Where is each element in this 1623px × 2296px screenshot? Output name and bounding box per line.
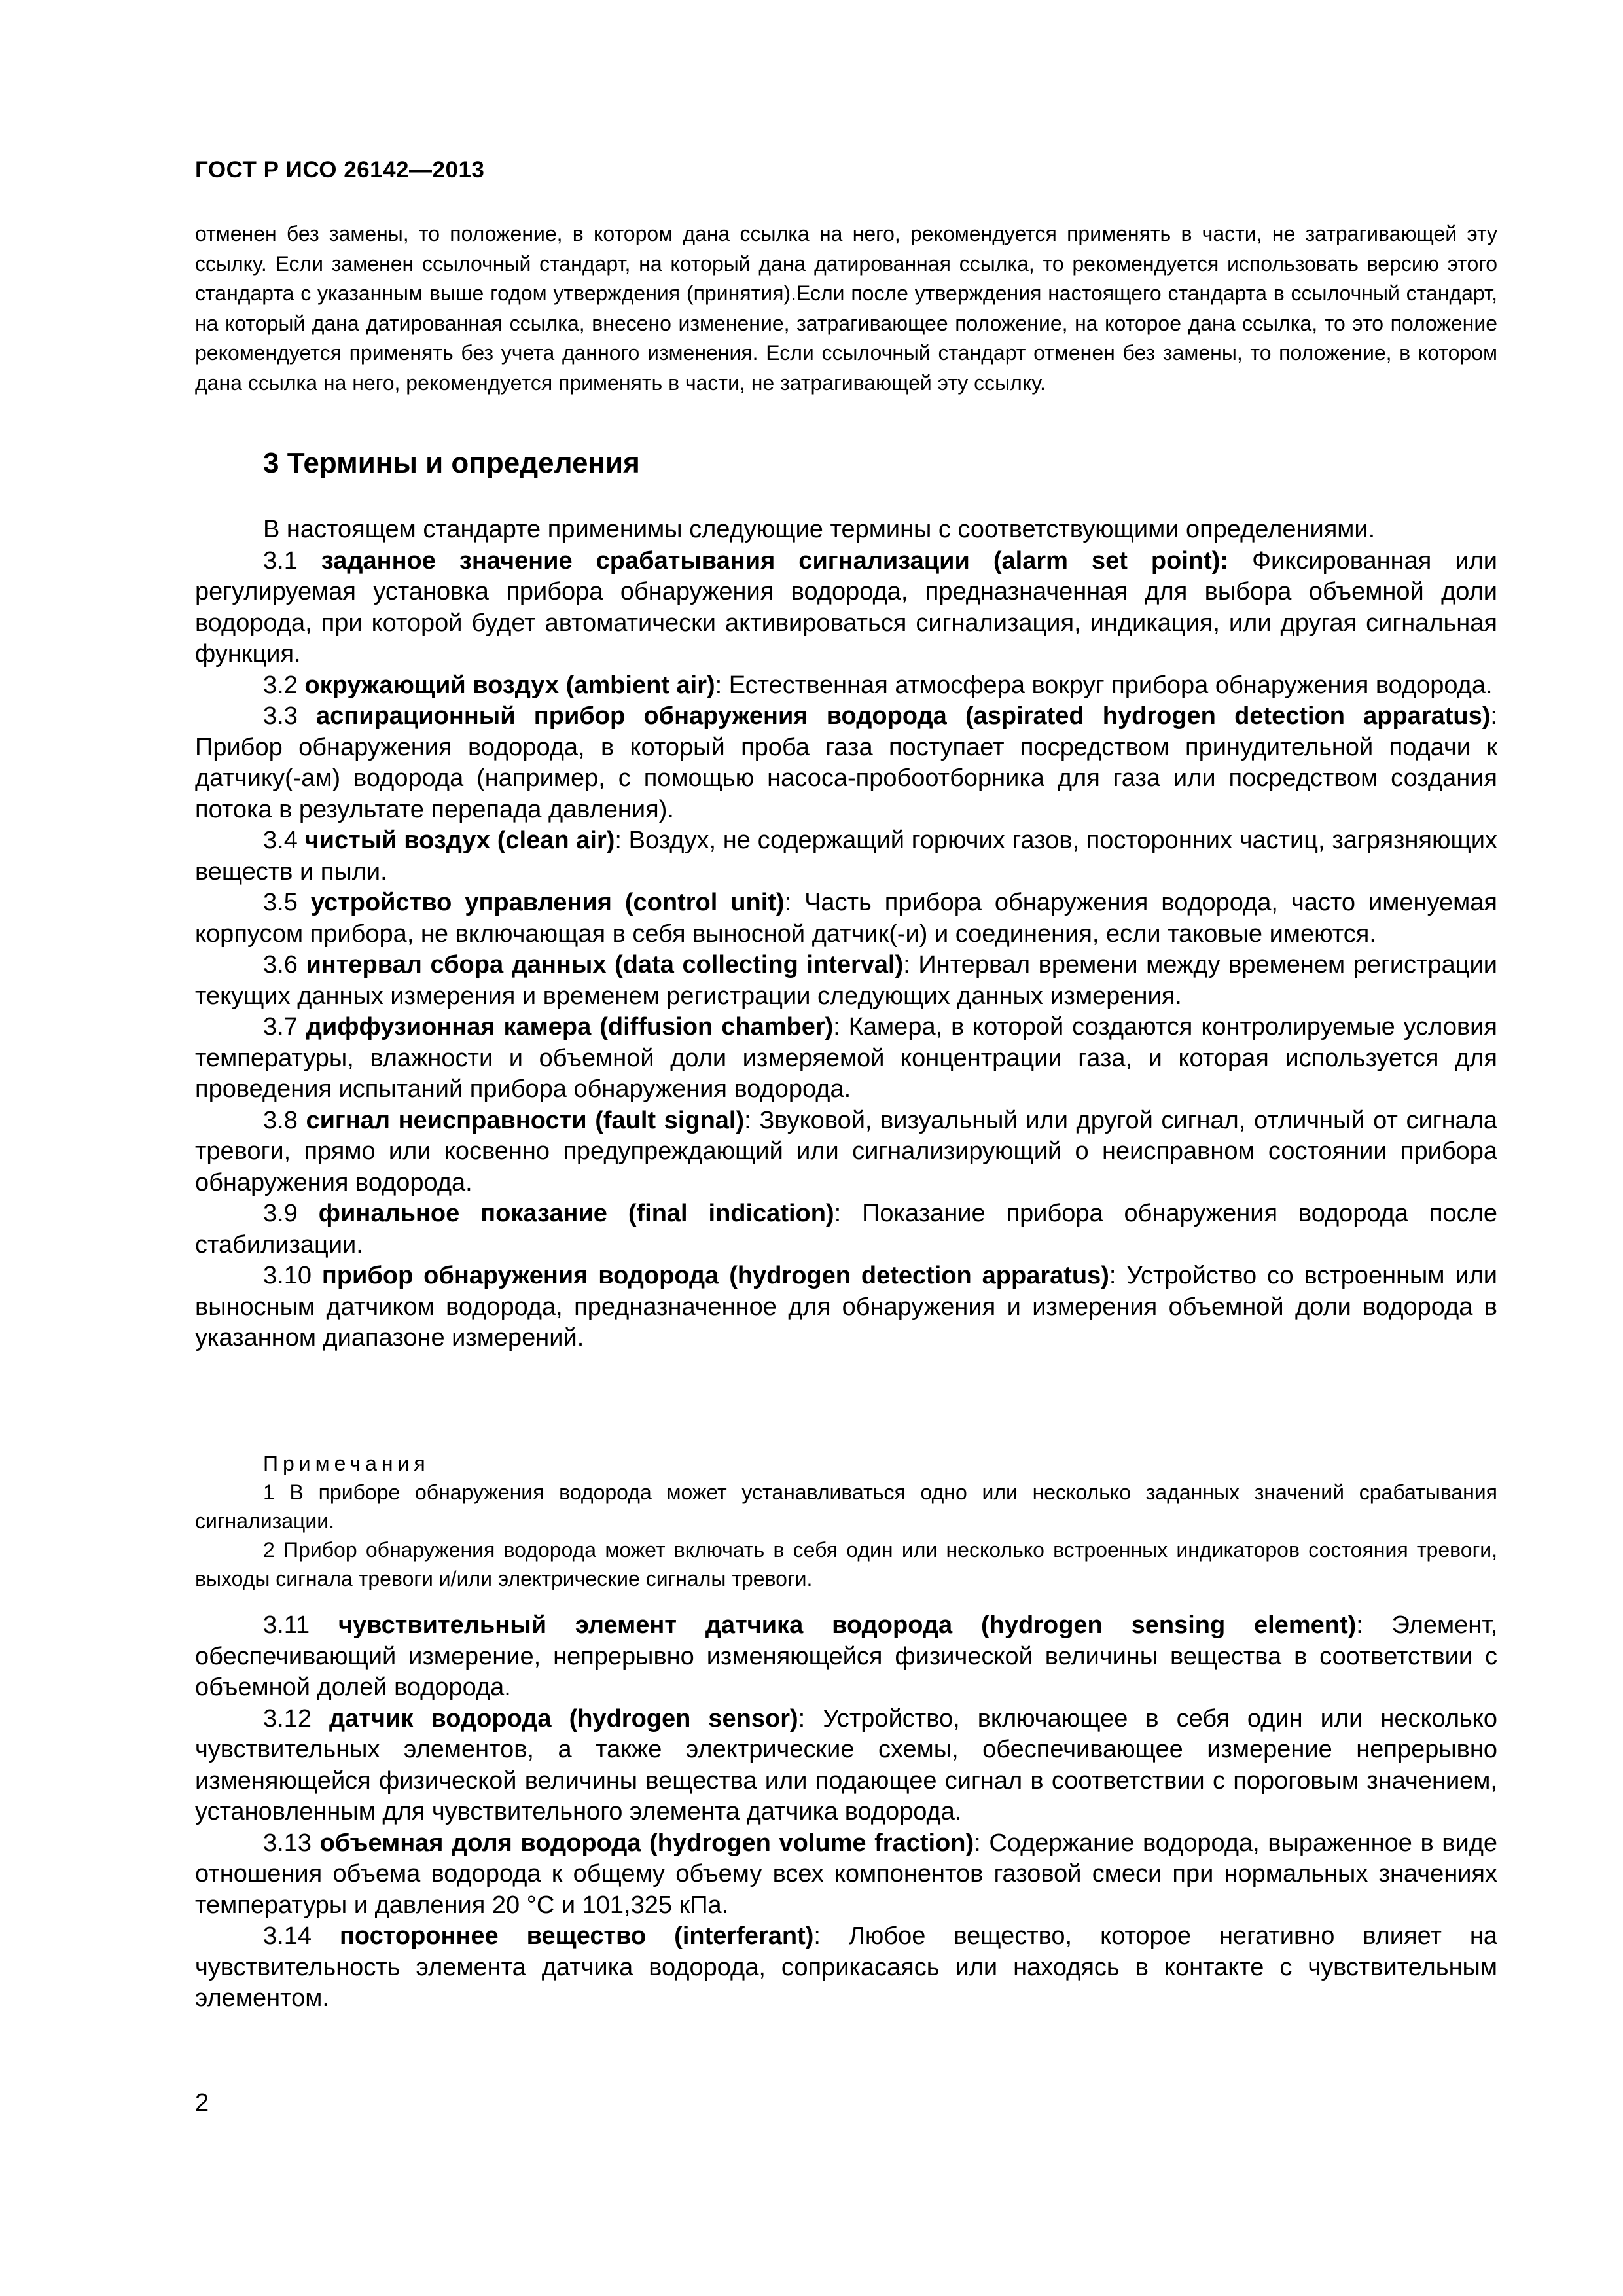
term-definition: : Естественная атмосфера вокруг прибора обнаружения водорода.	[715, 671, 1493, 699]
term-3-3	[195, 701, 1497, 825]
term-definition: : Любое вещество, которое негативно влияет на чувствительность элемента датчика водорода, соприкасаясь или находясь в контакте с чувствительным элементом.	[195, 1922, 1497, 2012]
term-definition: : Интервал времени между временем регистрации текущих данных измерения и временем регистрации следующих данных измерения.	[195, 951, 1497, 1010]
term-name: объемная доля водорода (hydrogen volume fraction)	[319, 1829, 974, 1857]
term-number: 3.4	[263, 827, 298, 854]
term-number: 3.7	[263, 1013, 298, 1041]
term-name: окружающий воздух (ambient air)	[304, 671, 715, 699]
term-definition: : Содержание водорода, выраженное в виде отношения объема водорода к общему объему всех компонентов газовой смеси при нормальных значениях температуры и давления 20 °С и 101,325 кПа.	[195, 1829, 1498, 1919]
term-name: диффузионная камера (diffusion chamber)	[306, 1013, 834, 1041]
term-name: датчик водорода (hydrogen sensor)	[329, 1704, 798, 1732]
term-3-9	[195, 1198, 1497, 1261]
term-number: 3.8	[263, 1106, 298, 1134]
term-name: интервал сбора данных (data collecting interval)	[306, 951, 904, 978]
term-definition: : Прибор обнаружения водорода, в который проба газа поступает посредством принудительной подачи к датчику(-ам) водорода (например, с помощью насоса-пробоотборника для газа или посредством создания потока в результате перепада давления).	[195, 702, 1497, 823]
term-name: устройство управления (control unit)	[310, 889, 785, 916]
terms-block-1	[195, 514, 1497, 1354]
term-number: 3.2	[263, 671, 298, 699]
term-3-2	[195, 670, 1497, 702]
term-number: 3.13	[263, 1829, 312, 1857]
term-name: чистый воздух (clean air)	[304, 827, 615, 854]
term-3-11	[195, 1610, 1497, 1704]
term-3-5	[195, 888, 1497, 950]
term-number: 3.12	[263, 1704, 312, 1732]
term-3-4	[195, 825, 1497, 888]
term-name: заданное значение срабатывания сигнализации (alarm set point):	[321, 547, 1229, 575]
notes-title: Примечания	[263, 1452, 430, 1475]
term-3-7	[195, 1012, 1497, 1105]
term-number: 3.6	[263, 951, 298, 978]
term-definition: : Часть прибора обнаружения водорода, часто именуемая корпусом прибора, не включающая в себя выносной датчик(-и) и соединения, если таковые имеются.	[195, 889, 1497, 948]
term-3-14	[195, 1921, 1497, 2015]
term-number: 3.9	[263, 1200, 298, 1227]
term-3-1	[195, 546, 1497, 670]
term-3-12	[195, 1704, 1497, 1828]
term-name: чувствительный элемент датчика водорода (hydrogen sensing element)	[338, 1611, 1357, 1639]
section-title: 3 Термины и определения	[263, 447, 640, 479]
lead-paragraph: В настоящем стандарте применимы следующие термины с соответствующими определениями.	[263, 516, 1376, 543]
note-item: 1 В приборе обнаружения водорода может устанавливаться одно или несколько заданных значений срабатывания сигнализации.	[195, 1480, 1497, 1533]
term-3-8	[195, 1105, 1497, 1199]
terms-block-2	[195, 1610, 1497, 2015]
term-definition: : Элемент, обеспечивающий измерение, непрерывно изменяющейся физической величины вещества в соответствии с объемной долей водорода.	[195, 1611, 1497, 1701]
intro-text: отменен без замены, то положение, в котором дана ссылка на него, рекомендуется применять в части, не затрагивающей эту ссылку. Если заменен ссылочный стандарт, на который дана датированная ссылка, то рекомендуется использовать версию этого стандарта с указанным выше годом утверждения (принятия).Если после утверждения настоящего стандарта в ссылочный стандарт, на который дана датированная ссылка, внесено изменение, затрагивающее положение, на которое дана ссылка, то это положение рекомендуется применять без учета данного изменения. Если ссылочный стандарт отменен без замены, то положение, в котором дана ссылка на него, рекомендуется применять в части, не затрагивающей эту ссылку.	[195, 222, 1497, 395]
term-definition: : Устройство, включающее в себя один или несколько чувствительных элементов, а также электрические схемы, обеспечивающее измерение непрерывно изменяющейся физической величины вещества или подающее сигнал в соответствии с пороговым значением, установленным для чувствительного элемента датчика водорода.	[195, 1704, 1497, 1825]
term-definition: Фиксированная или регулируемая установка прибора обнаружения водорода, предназначенная для выбора объемной доли водорода, при которой будет автоматически активироваться сигнализация, индикация, или другая сигнальная функция.	[195, 547, 1498, 668]
intro-paragraph	[195, 219, 1497, 398]
document-header: ГОСТ Р ИСО 26142—2013	[195, 157, 485, 183]
page-number: 2	[195, 2089, 209, 2117]
term-number: 3.14	[263, 1922, 312, 1950]
term-name: финальное показание (final indication)	[318, 1200, 834, 1227]
term-number: 3.3	[263, 702, 298, 730]
term-number: 3.1	[263, 547, 298, 575]
note-item: 2 Прибор обнаружения водорода может включать в себя один или несколько встроенных индикаторов состояния тревоги, выходы сигнала тревоги и/или электрические сигналы тревоги.	[195, 1538, 1497, 1590]
term-3-10	[195, 1261, 1497, 1354]
term-number: 3.11	[263, 1611, 310, 1639]
term-definition: : Устройство со встроенным или выносным датчиком водорода, предназначенное для обнаружения и измерения объемной доли водорода в указанном диапазоне измерений.	[195, 1262, 1498, 1352]
notes-block	[195, 1449, 1497, 1593]
term-definition: : Звуковой, визуальный или другой сигнал, отличный от сигнала тревоги, прямо или косвенно предупреждающий или сигнализирующий о неисправном состоянии прибора обнаружения водорода.	[195, 1106, 1497, 1196]
term-name: постороннее вещество (interferant)	[339, 1922, 814, 1950]
term-name: сигнал неисправности (fault signal)	[306, 1106, 745, 1134]
term-definition: : Камера, в которой создаются контролируемые условия температуры, влажности и объемной доли измеряемой концентрации газа, и которая используется для проведения испытаний прибора обнаружения водорода.	[195, 1013, 1497, 1103]
term-definition: : Воздух, не содержащий горючих газов, посторонних частиц, загрязняющих веществ и пыли.	[195, 827, 1497, 886]
term-3-6	[195, 950, 1497, 1012]
term-name: прибор обнаружения водорода (hydrogen detection apparatus)	[321, 1262, 1109, 1289]
term-number: 3.10	[263, 1262, 312, 1289]
term-3-13	[195, 1828, 1497, 1922]
term-number: 3.5	[263, 889, 298, 916]
term-definition: : Показание прибора обнаружения водорода после стабилизации.	[195, 1200, 1497, 1259]
term-name: аспирационный прибор обнаружения водорода (aspirated hydrogen detection apparatus)	[316, 702, 1491, 730]
